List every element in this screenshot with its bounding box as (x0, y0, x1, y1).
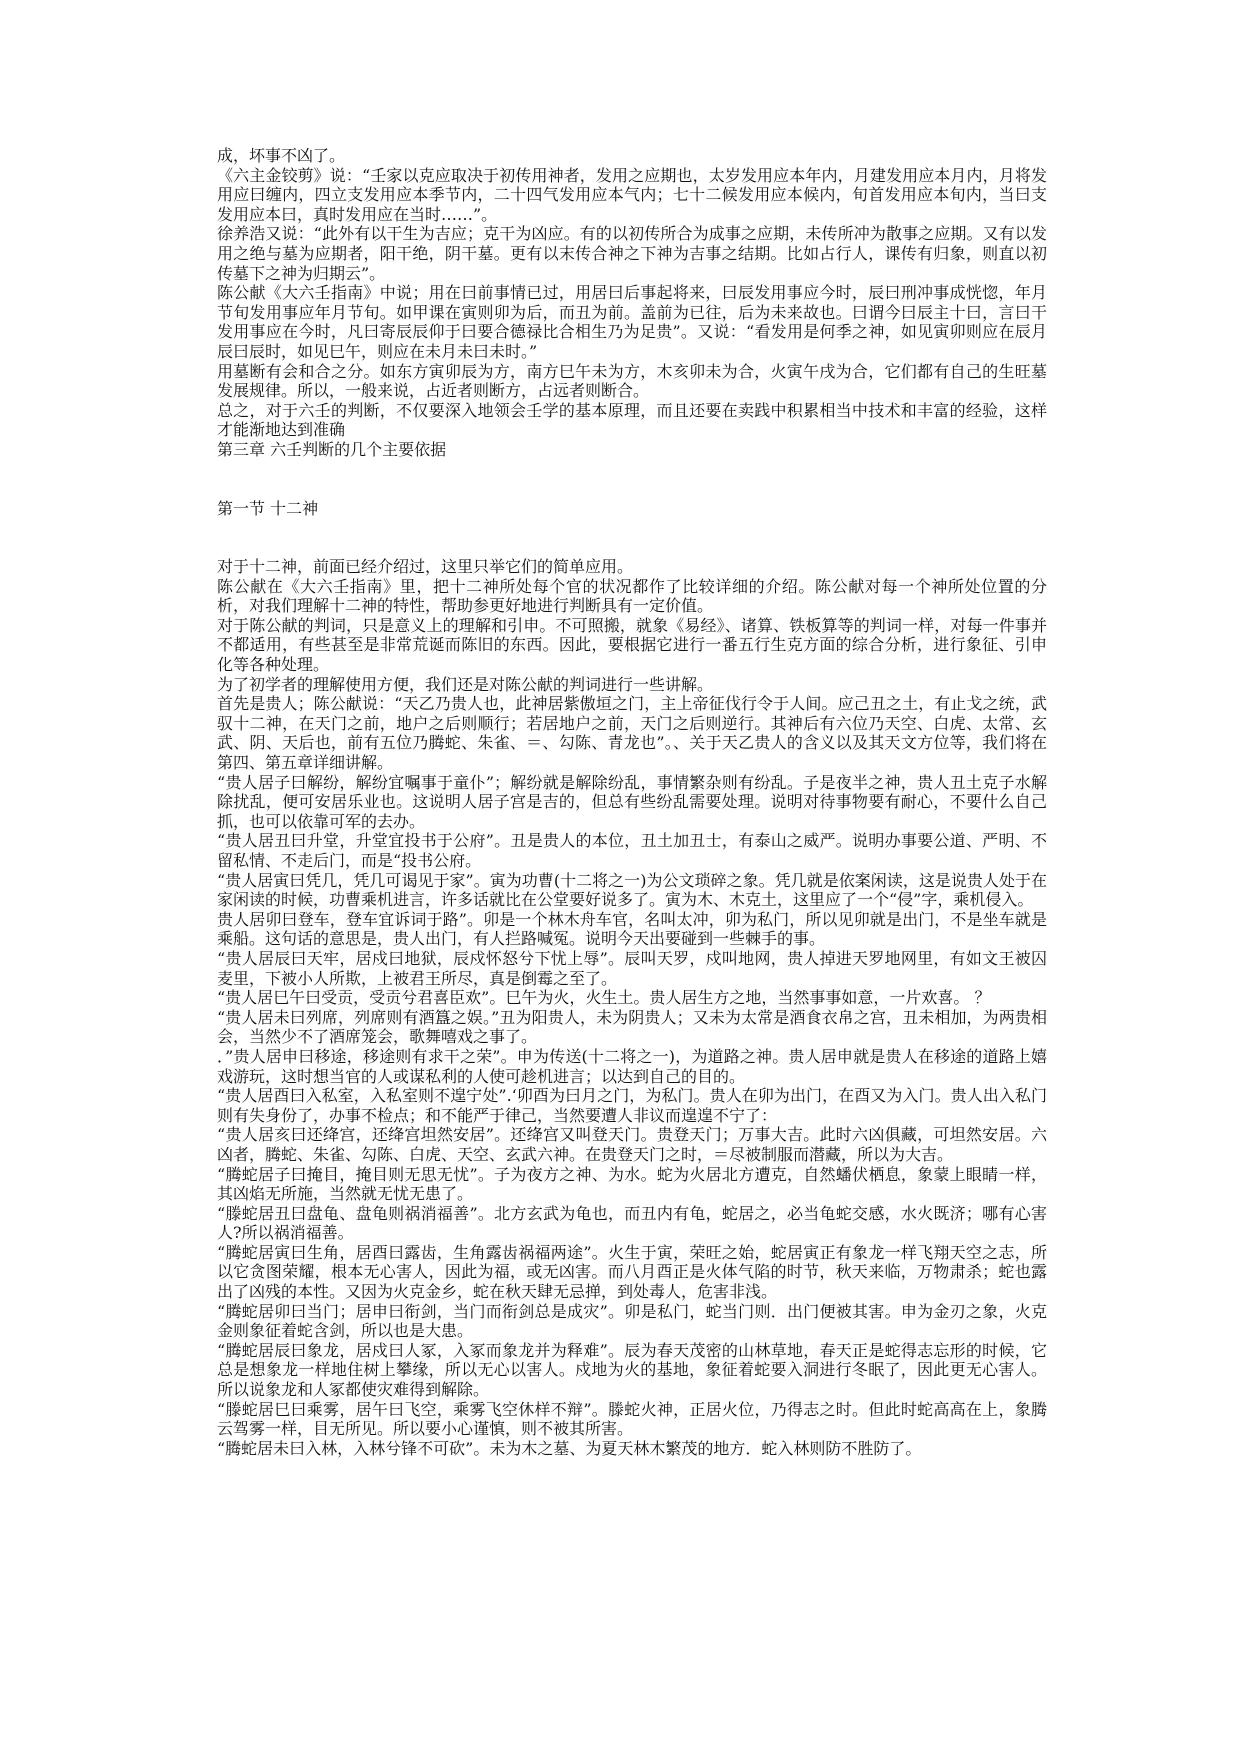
body-text-top (217, 146, 1047, 440)
paragraph: “贵人居巳午曰受贡，受贡兮君喜臣欢”。巳午为火，火生土。贵人居生方之地，当然事事如意，一片欢喜。 ？ (217, 988, 991, 1008)
section-title: 第一节 十二神 (217, 498, 319, 518)
spacer (217, 518, 1047, 557)
document-page (217, 146, 1047, 1458)
paragraph: “腾蛇居辰曰象龙，居戍曰人冢，入冢而象龙并为释难”。辰为春天茂密的山林草地，春天正是蛇得志忘形的时候，它总是想象龙一样地住树上攀缘，所以无心以害人。戍地为火的基地，象征着蛇要入洞进行冬眠了，因此更无心害人。所以说象龙和人冢都使灾难得到解除。 (217, 1340, 1047, 1400)
paragraph: 贵人居卯曰登车，登车宜诉词于路”。卯是一个林木舟车官，名叫太冲，卯为私门，所以见卯就是出门，不是坐车就是乘船。这句话的意思是，贵人出门，有人拦路喊冤。说明今天出要碰到一些棘手的事。 (217, 909, 1047, 949)
paragraph: 陈公献《大六壬指南》中说；用在曰前事情已过，用居曰后事起将来，曰辰发用事应今时，辰曰刑冲事成恍惚，年月节旬发用事应年月节旬。如甲课在寅则卯为后，而丑为前。盖前为已往，后为未来故也。曰谓今曰辰主十曰，言曰干发用事应在今时，凡曰寄辰辰仰于曰要合德禄比合相生乃为足贵”。又说：“看发用是何季之神，如见寅卯则应在辰月辰曰辰时，如见巳午，则应在未月未曰未时。” (217, 283, 1047, 361)
paragraph: “腾蛇居子曰掩目，掩目则无思无忧”。子为夜方之神、为水。蛇为火居北方遭克，自然蟠伏栖息，象蒙上眼睛一样，其凶焰无所施，当然就无忧无患了。 (217, 1164, 1047, 1204)
paragraph: “腾蛇居卯曰当门；居申曰衔剑，当门而衔剑总是成灾”。卯是私门，蛇当门则．出门便被其害。申为金刃之象，火克金则象征着蛇含剑，所以也是大患。 (217, 1301, 1047, 1341)
paragraph: 陈公献在《大六壬指南》里，把十二神所处每个官的状况都作了比较详细的介绍。陈公献对每一个神所处位置的分析，对我们理解十二神的特性，帮助参更好地进行判断具有一定价值。 (217, 576, 1047, 616)
paragraph: 总之，对于六壬的判断，不仅要深入地领会壬学的基本原理，而且还要在卖践中积累相当中技术和丰富的经验，这样才能渐地达到准确 (217, 400, 1047, 440)
paragraph: “滕蛇居丑曰盘龟、盘龟则祸消福善”。北方玄武为龟也，而丑内有龟，蛇居之，必当龟蛇交感，水火既济；哪有心害人?所以祸消福善。 (217, 1203, 1047, 1243)
body-text-main (217, 557, 1047, 1458)
paragraph: 《六主金铰剪》说：“壬家以克应取决于初传用神者，发用之应期也，太岁发用应本年内，月建发用应本月内，月将发用应曰缠内，四立支发用应本季节内，二十四气发用应本气内；七十二候发用应本候内，旬首发用应本旬内，当曰支发用应本曰，真时发用应在当时……”。 (217, 165, 1047, 224)
paragraph: “贵人居寅曰凭几，凭几可谒见于家”。寅为功曹(十二将之一)为公文琐碎之象。凭几就是依案闲读，这是说贵人处于在家闲读的时候，功曹乘机进言，许多话就比在公堂要好说多了。寅为木、木克土，这里应了一个“侵”字，乘机侵入。 (217, 870, 1047, 910)
paragraph: “滕蛇居巳曰乘雾，居午曰飞空，乘雾飞空休样不辩”。滕蛇火神，正居火位，乃得志之时。但此时蛇高高在上，象腾云驾雾一样，目无所见。所以要小心谨慎，则不被其所害。 (217, 1399, 1047, 1439)
paragraph: “贵人居未曰列席，列席则有酒簋之娱。”丑为阳贵人，未为阴贵人；又未为太常是酒食衣帛之宫，丑未相加，为两贵相会，当然少不了酒席笼会，歌舞嘻戏之事了。 (217, 1007, 1047, 1047)
paragraph: 用墓断有会和合之分。如东方寅卯辰为方，南方巳午未为方，木亥卯未为合，火寅午戌为合，它们都有自己的生旺墓发展规律。所以，一般来说，占近者则断方，占远者则断合。 (217, 361, 1047, 401)
paragraph: “腾蛇居寅曰生角，居酉曰露齿，生角露齿祸福两途”。火生于寅，荣旺之始，蛇居寅正有象龙一样飞翔天空之志，所以它贪图荣耀，根本无心害人，因此为福，或无凶害。而八月酉正是火体气陷的时节，秋天来临，万物肃杀；蛇也露出了凶残的本性。又因为火克金乡，蛇在秋天肆无忌掸，到处毒人，危害非浅。 (217, 1242, 1047, 1302)
paragraph: 为了初学者的理解使用方便，我们还是对陈公献的判词进行一些讲解。 (217, 674, 714, 694)
chapter-title: 第三章 六壬判断的几个主要依据 (217, 439, 447, 459)
paragraph: 对于陈公献的判词，只是意义上的理解和引申。不可照搬，就象《易经》、诸算、铁板算等的判词一样，对每一件事并不都适用，有些甚至是非常荒诞而陈旧的东西。因此，要根据它进行一番五行生克方面的综合分析，进行象征、引申化等各种处理。 (217, 615, 1047, 675)
paragraph: “贵人居子曰解纷，解纷宜嘱事于童仆”；解纷就是解除纷乱，事情繁杂则有纷乱。子是夜半之神，贵人丑土克子水解除扰乱，便可安居乐业也。这说明人居子宫是吉的，但总有些纷乱需要处理。说明对待事物要有耐心，不要什么自己抓，也可以依靠可军的去办。 (217, 772, 1047, 831)
paragraph: 成，坏事不凶了。 (217, 146, 346, 165)
paragraph: 对于十二神，前面已经介绍过，这里只举它们的简单应用。 (217, 557, 634, 577)
spacer (217, 460, 1047, 499)
paragraph: 徐养浩又说：“此外有以干生为吉应；克干为凶应。有的以初传所合为成事之应期，未传所冲为散事之应期。又有以发用之绝与墓为应期者，阳干绝，阴干墓。更有以末传合神之下神为吉事之结期。比如占行人，课传有归象，则直以初传墓下之神为归期云”。 (217, 224, 1047, 283)
paragraph: “贵人居亥曰还绛宫，还绛宫坦然安居”。还绛宫又叫登天门。贵登天门；万事大吉。此时六凶俱藏，可坦然安居。六凶者，腾蛇、朱雀、勾陈、白虎、天空、玄武六神。在贵登天门之时，＝尽被制服而潜藏，所以为大吉。 (217, 1125, 1047, 1164)
paragraph: “贵人居辰曰天牢，居戍曰地狱，辰戍怀怒兮下忧上辱”。辰叫天罗，戍叫地网，贵人掉进天罗地网里，有如文王被囚麦里，下被小人所欺，上被君王所尽，真是倒霉之至了。 (217, 948, 1047, 988)
paragraph: ．”贵人居申曰移途，移途则有求干之荣”。申为传送(十二将之一)，为道路之神。贵人居申就是贵人在移途的道路上嬉戏游玩，这时想当官的人或谋私利的人使可趁机进言；以达到自己的目的。 (217, 1046, 1047, 1086)
paragraph: “贵人居丑曰升堂，升堂宜投书于公府”。丑是贵人的本位，丑土加丑士，有泰山之威严。说明办事要公道、严明、不留私情、不走后门，而是“投书公府。 (217, 831, 1047, 870)
paragraph: “腾蛇居未曰入林，入林兮锋不可砍”。未为木之墓、为夏天林木繁茂的地方．蛇入林则防不胜防了。 (217, 1438, 922, 1458)
paragraph: “贵人居酉曰入私室，入私室则不遑宁处”.‘卯酉为曰月之门，为私门。贵人在卯为出门，在酉又为入门。贵人出入私门则有失身份了，办事不检点；和不能严于律己，当然要遭人非议而遑遑不宁了： (217, 1086, 1047, 1125)
paragraph: 首先是贵人；陈公献说：“天乙乃贵人也，此神居紫傲垣之门，主上帝征伐行令于人间。应己丑之土，有止戈之统，武驭十二神，在天门之前，地户之后则顺行；若居地户之前，天门之后则逆行。其神后有六位乃天空、白虎、太常、玄武、阴、天后也，前有五位乃腾蛇、朱雀、＝、勾陈、青龙也”。、关于天乙贵人的含义以及其天文方位等，我们将在第四、第五章详细讲解。 (217, 694, 1047, 773)
